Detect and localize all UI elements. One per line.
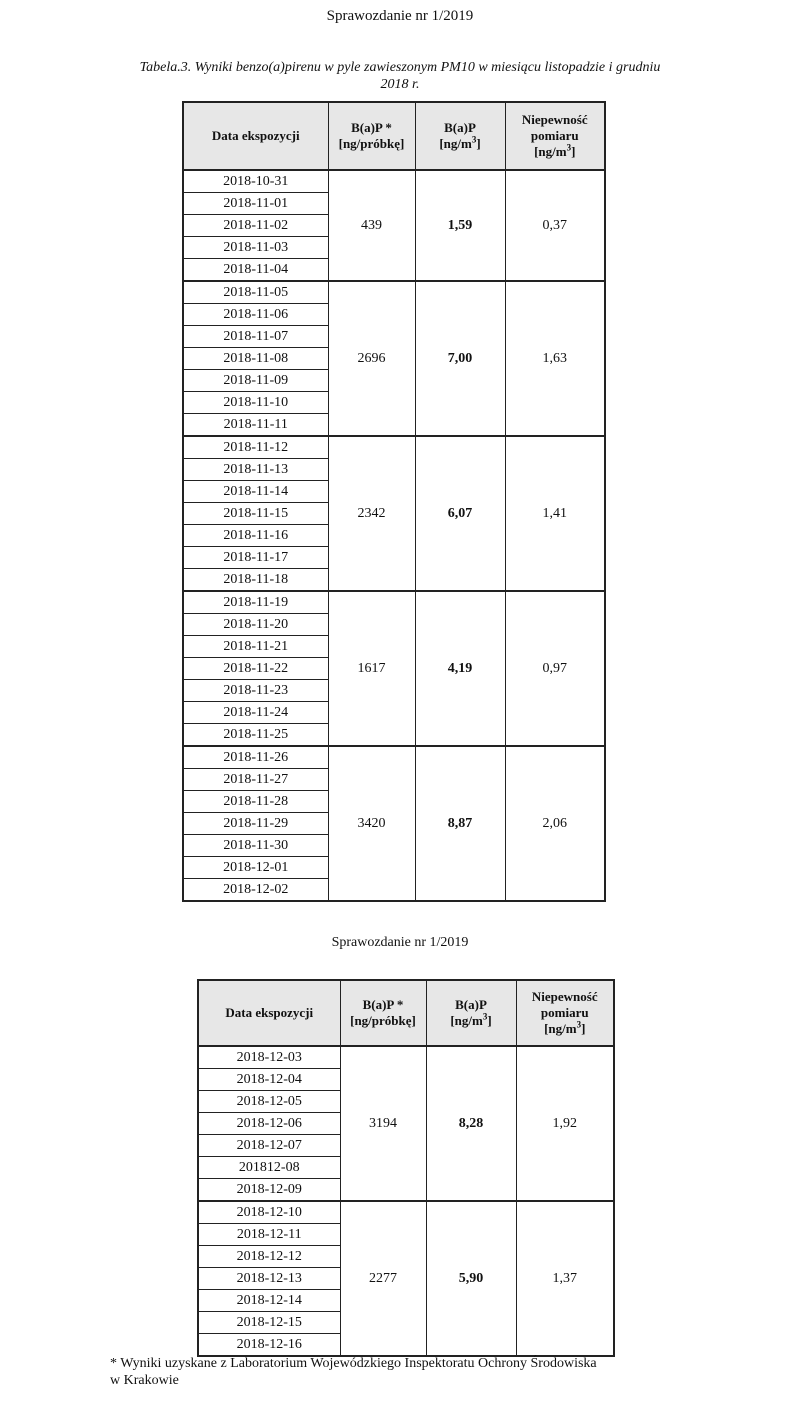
date-cell: 2018-11-13: [183, 459, 328, 481]
date-cell: 2018-11-11: [183, 414, 328, 437]
bap-sample-cell: 3194: [340, 1046, 426, 1201]
bap-concentration-cell: 4,19: [415, 591, 505, 746]
uncertainty-cell: 2,06: [505, 746, 605, 901]
date-cell: 2018-12-09: [198, 1179, 340, 1202]
footnote-line-2: w Krakowie: [110, 1373, 179, 1388]
date-cell: 2018-11-07: [183, 326, 328, 348]
table-1-body: [183, 170, 605, 901]
date-cell: 2018-11-14: [183, 481, 328, 503]
bap-sample-cell: 3420: [328, 746, 415, 901]
date-cell: 2018-11-23: [183, 680, 328, 702]
date-cell: 2018-12-11: [198, 1224, 340, 1246]
bap-concentration-cell: 8,28: [426, 1046, 516, 1201]
header-uncertainty: Niepewność pomiaru $[ng/m^3]$: [516, 980, 614, 1046]
date-cell: 2018-12-12: [198, 1246, 340, 1268]
date-cell: 2018-11-30: [183, 835, 328, 857]
bap-sample-cell: 2342: [328, 436, 415, 591]
bap-concentration-cell: 1,59: [415, 170, 505, 281]
date-cell: 2018-11-21: [183, 636, 328, 658]
date-cell: 2018-12-10: [198, 1201, 340, 1224]
date-cell: 2018-11-22: [183, 658, 328, 680]
table-header-row: [183, 102, 605, 170]
date-cell: 2018-12-04: [198, 1069, 340, 1091]
uncertainty-cell: 0,37: [505, 170, 605, 281]
date-cell: 2018-11-12: [183, 436, 328, 459]
footnote-line-1: * Wyniki uzyskane z Laboratorium Wojewódzkiego Inspektoratu Ochrony Środowiska: [110, 1356, 597, 1371]
footnote: [110, 1355, 690, 1389]
bap-sample-cell: 2277: [340, 1201, 426, 1356]
date-cell: 2018-11-04: [183, 259, 328, 282]
date-cell: 2018-12-14: [198, 1290, 340, 1312]
date-cell: 2018-10-31: [183, 170, 328, 193]
table-row: [198, 1201, 614, 1224]
header-bap-sample: B(a)P * [ng/próbkę]: [328, 102, 415, 170]
date-cell: 2018-11-18: [183, 569, 328, 592]
date-cell: 201812-08: [198, 1157, 340, 1179]
header-bap-sample: B(a)P * [ng/próbkę]: [340, 980, 426, 1046]
date-cell: 2018-12-15: [198, 1312, 340, 1334]
results-table-1: [182, 101, 606, 902]
caption-line-2: 2018 r.: [380, 77, 420, 92]
page-header: Sprawozdanie nr 1/2019: [326, 8, 474, 24]
header-bap-concentration: B(a)P $[ng/m^3]$: [415, 102, 505, 170]
table-header-row: [198, 980, 614, 1046]
date-cell: 2018-11-15: [183, 503, 328, 525]
bap-sample-cell: 439: [328, 170, 415, 281]
table-row: [183, 591, 605, 614]
date-cell: 2018-11-24: [183, 702, 328, 724]
date-cell: 2018-11-27: [183, 769, 328, 791]
date-cell: 2018-11-20: [183, 614, 328, 636]
date-cell: 2018-12-13: [198, 1268, 340, 1290]
date-cell: 2018-12-07: [198, 1135, 340, 1157]
table-row: [183, 281, 605, 304]
date-cell: 2018-11-06: [183, 304, 328, 326]
date-cell: 2018-11-01: [183, 193, 328, 215]
bap-concentration-cell: 7,00: [415, 281, 505, 436]
uncertainty-cell: 1,92: [516, 1046, 614, 1201]
header-date: Data ekspozycji: [183, 102, 328, 170]
table-row: [183, 170, 605, 193]
date-cell: 2018-11-28: [183, 791, 328, 813]
date-cell: 2018-11-17: [183, 547, 328, 569]
date-cell: 2018-12-06: [198, 1113, 340, 1135]
date-cell: 2018-12-16: [198, 1334, 340, 1357]
date-cell: 2018-11-26: [183, 746, 328, 769]
uncertainty-cell: 0,97: [505, 591, 605, 746]
date-cell: 2018-11-16: [183, 525, 328, 547]
date-cell: 2018-11-02: [183, 215, 328, 237]
date-cell: 2018-11-09: [183, 370, 328, 392]
table-2-body: [198, 1046, 614, 1356]
bap-concentration-cell: 8,87: [415, 746, 505, 901]
date-cell: 2018-12-05: [198, 1091, 340, 1113]
table-row: [183, 746, 605, 769]
bap-concentration-cell: 5,90: [426, 1201, 516, 1356]
date-cell: 2018-12-02: [183, 879, 328, 902]
date-cell: 2018-11-29: [183, 813, 328, 835]
bap-sample-cell: 2696: [328, 281, 415, 436]
caption-line-1: Tabela.3. Wyniki benzo(a)pirenu w pyle zawieszonym PM10 w miesiącu listopadzie i grudniu: [139, 60, 661, 75]
page-header-2: Sprawozdanie nr 1/2019: [331, 935, 469, 950]
uncertainty-cell: 1,37: [516, 1201, 614, 1356]
date-cell: 2018-12-03: [198, 1046, 340, 1069]
header-uncertainty: Niepewność pomiaru $[ng/m^3]$: [505, 102, 605, 170]
bap-sample-cell: 1617: [328, 591, 415, 746]
table-row: [198, 1046, 614, 1069]
date-cell: 2018-11-10: [183, 392, 328, 414]
header-bap-concentration: B(a)P $[ng/m^3]$: [426, 980, 516, 1046]
date-cell: 2018-11-05: [183, 281, 328, 304]
table-row: [183, 436, 605, 459]
uncertainty-cell: 1,41: [505, 436, 605, 591]
uncertainty-cell: 1,63: [505, 281, 605, 436]
header-date: Data ekspozycji: [198, 980, 340, 1046]
results-table-2: [197, 979, 615, 1357]
date-cell: 2018-11-19: [183, 591, 328, 614]
bap-concentration-cell: 6,07: [415, 436, 505, 591]
date-cell: 2018-11-08: [183, 348, 328, 370]
date-cell: 2018-12-01: [183, 857, 328, 879]
date-cell: 2018-11-25: [183, 724, 328, 747]
table-caption: [95, 59, 705, 93]
date-cell: 2018-11-03: [183, 237, 328, 259]
